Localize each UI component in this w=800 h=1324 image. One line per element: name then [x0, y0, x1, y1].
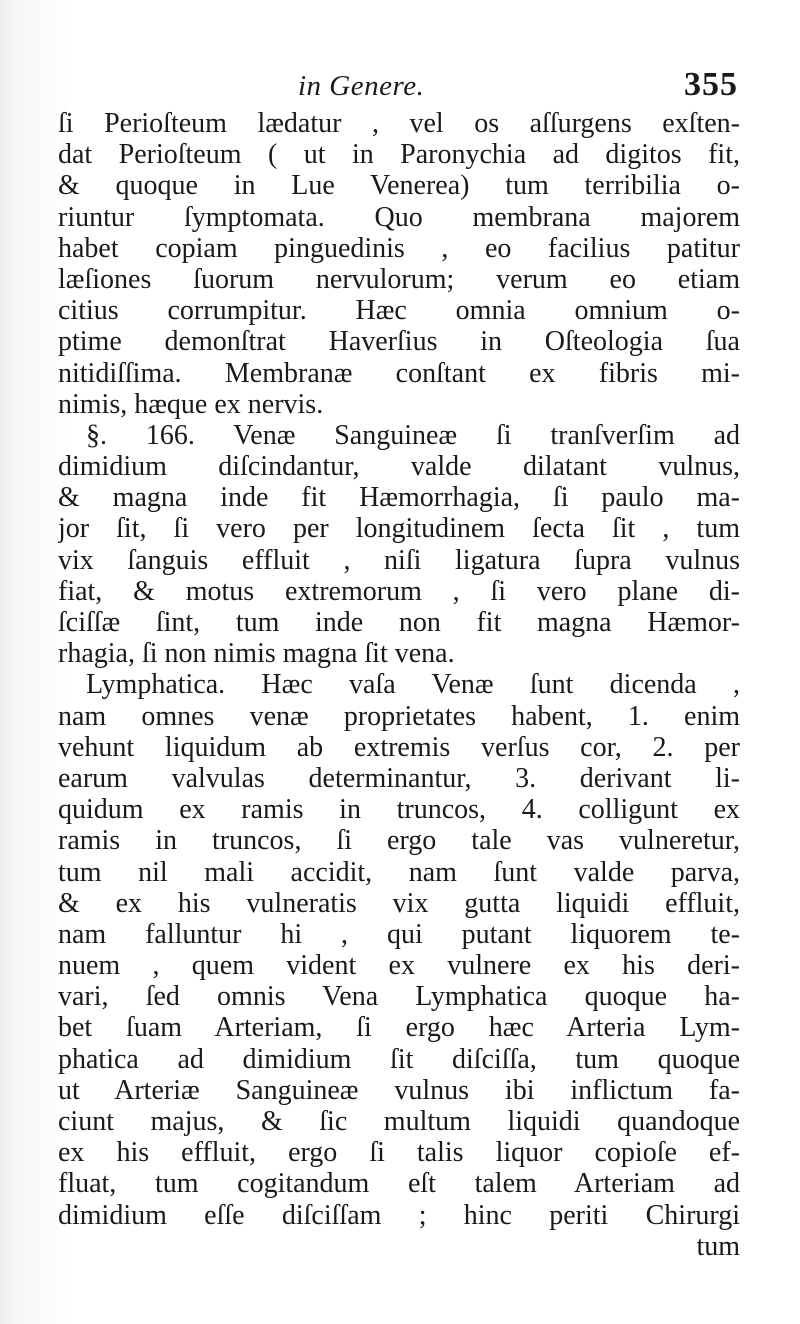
text-line: bet ſuam Arteriam, ſi ergo hæc Arteria Lym- — [58, 1012, 740, 1044]
text-line: Lymphatica. Hæc vaſa Venæ ſunt dicenda , — [86, 669, 740, 701]
running-title: in Genere. — [298, 70, 425, 102]
text-line: ut Arteriæ Sanguineæ vulnus ibi inflictum fa- — [58, 1074, 740, 1106]
text-line: nuem , quem vident ex vulnere ex his deri- — [58, 950, 740, 982]
text-line: nimis, hæque ex nervis. — [58, 388, 324, 420]
text-line: vari, ſed omnis Vena Lymphatica quoque ha- — [58, 981, 740, 1013]
text-line: tum nil mali accidit, nam ſunt valde parva, — [58, 856, 740, 888]
text-line: habet copiam pinguedinis , eo facilius patitur — [58, 232, 740, 264]
text-line: dimidium eſſe diſciſſam ; hinc periti Chirurgi — [58, 1199, 740, 1231]
text-line: fluat, tum cogitandum eſt talem Arteriam ad — [58, 1168, 740, 1200]
text-line: phatica ad dimidium ſit diſciſſa, tum quoque — [58, 1043, 740, 1075]
page-header — [58, 66, 738, 106]
catchword: tum — [696, 1230, 740, 1262]
text-line: vehunt liquidum ab extremis verſus cor, 2. per — [58, 731, 740, 763]
text-line: dimidium diſcindantur, valde dilatant vulnus, — [58, 451, 740, 483]
text-line: rhagia, ſi non nimis magna ſit vena. — [58, 638, 455, 670]
text-line: ſi Perioſteum lædatur , vel os aſſurgens exſten- — [58, 108, 740, 139]
text-line: ramis in truncos, ſi ergo tale vas vulneretur, — [58, 825, 740, 857]
text-line: dat Perioſteum ( ut in Paronychia ad digitos fit, — [58, 139, 740, 171]
text-line: §. 166. Venæ Sanguineæ ſi tranſverſim ad — [86, 419, 740, 451]
text-line: jor ſit, ſi vero per longitudinem ſecta ſit , tum — [58, 513, 740, 545]
text-line: quidum ex ramis in truncos, 4. colligunt ex — [58, 794, 740, 826]
text-line: ciunt majus, & ſic multum liquidi quandoque — [58, 1106, 740, 1137]
text-line: riuntur ſymptomata. Quo membrana majorem — [58, 201, 740, 233]
text-line: nam omnes venæ proprietates habent, 1. enim — [58, 700, 740, 732]
body-text — [58, 108, 740, 1262]
text-line: nitidiſſima. Membranæ conſtant ex fibris mi- — [58, 357, 740, 389]
text-line: citius corrumpitur. Hæc omnia omnium o- — [58, 295, 740, 327]
text-line: & ex his vulneratis vix gutta liquidi effluit, — [58, 887, 740, 919]
text-line: & quoque in Lue Venerea) tum terribilia o- — [58, 170, 740, 202]
text-line: ex his effluit, ergo ſi talis liquor copioſe ef- — [58, 1137, 740, 1169]
text-line: nam falluntur hi , qui putant liquorem te- — [58, 918, 740, 950]
text-line: ptime demonſtrat Haverſius in Oſteologia ſua — [58, 326, 740, 358]
text-line: læſiones ſuorum nervulorum; verum eo etiam — [58, 263, 740, 295]
text-line: ſciſſæ ſint, tum inde non fit magna Hæmor- — [58, 607, 740, 638]
text-line: earum valvulas determinantur, 3. derivant li- — [58, 762, 740, 794]
text-line: fiat, & motus extremorum , ſi vero plane di- — [58, 575, 740, 607]
text-line: & magna inde fit Hæmorrhagia, ſi paulo ma- — [58, 482, 740, 514]
page-number: 355 — [684, 66, 738, 103]
text-line: vix ſanguis effluit , niſi ligatura ſupra vulnus — [58, 544, 740, 576]
